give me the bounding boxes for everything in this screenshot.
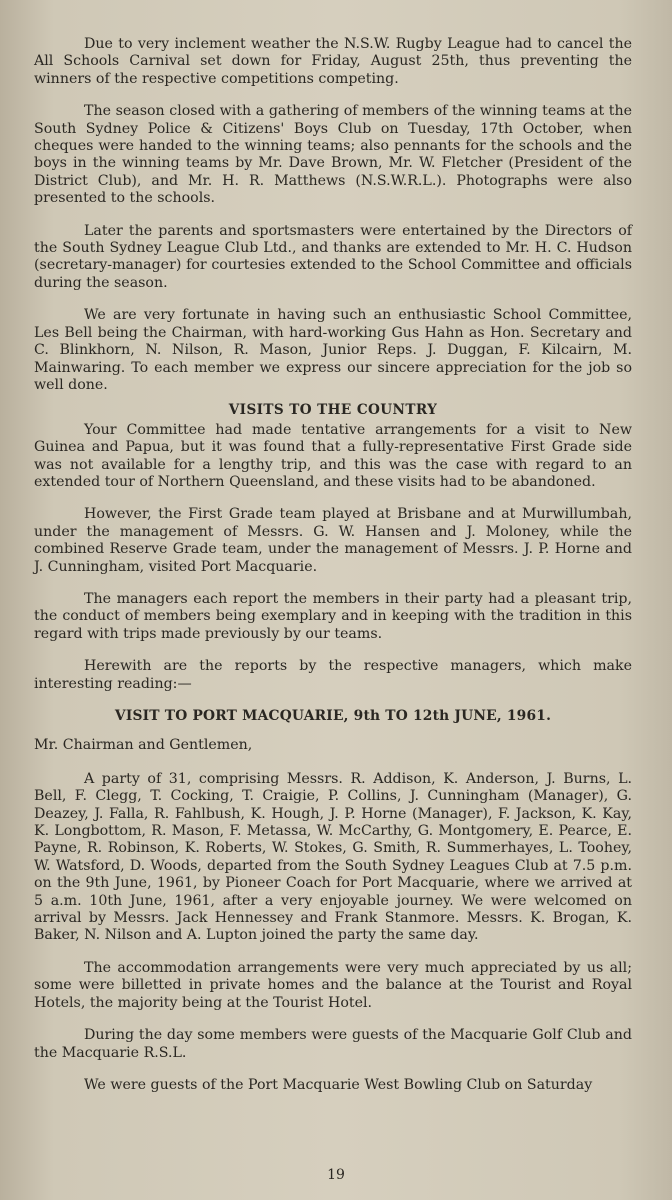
heading-visits-to-country: VISITS TO THE COUNTRY (228, 402, 438, 419)
paragraph-golf-club: During the day some members were guests of the Macquarie Golf Club and the Macquarie R.S.L. (34, 1027, 632, 1061)
paragraph-accommodation: The accommodation arrangements were very much appreciated by us all; some were billetted in private homes and the balance at the Tourist and Royal Hotels, the majority being at the Tourist Hotel. (34, 959, 632, 1011)
paragraph-first-grade-brisbane: However, the First Grade team played at Brisbane and at Murwillumbah, under the management of Messrs. G. W. Hansen and J. Moloney, while the combined Reserve Grade team, under the management of Messrs. J. P. Horne and J. Cunningham, visited Port Macquarie. (34, 506, 632, 575)
paragraph-parents-entertained: Later the parents and sportsmasters were entertained by the Directors of the South Sydney League Club Ltd., and thanks are extended to Mr. H. C. Hudson (secretary-manager) for courtesies extended to the School Committee and officials during the season. (34, 222, 632, 291)
salutation: Mr. Chairman and Gentlemen, (34, 737, 253, 754)
paragraph-herewith-reports: Herewith are the reports by the respective managers, which make interesting reading:— (34, 658, 632, 692)
heading-visit-port-macquarie: VISIT TO PORT MACQUARIE, 9th TO 12th JUNE, 1961. (114, 708, 552, 724)
paragraph-tentative-arrangements: Your Committee had made tentative arrangements for a visit to New Guinea and Papua, but it was found that a fully-representative First Grade side was not available for a lengthy trip, and this was the case with regard to an extended tour of Northern Queensland, and these visits had to be abandoned. (34, 421, 632, 490)
paragraph-bowling-club: We were guests of the Port Macquarie West Bowling Club on Saturday (84, 1076, 593, 1093)
paragraph-party-of-31: A party of 31, comprising Messrs. R. Addison, K. Anderson, J. Burns, L. Bell, F. Clegg, T. Cocking, T. Craigie, P. Collins, J. Cunningham (Manager), G. Deazey, J. Falla, R. Fahlbush, K. Hough, J. P. Horne (Manager), F. Jackson, K. Kay, K. Longbottom, R. Mason, F. Metassa, W. McCarthy, G. Montgomery, E. Pearce, E. Payne, R. Robinson, K. Roberts, W. Stokes, G. Smith, R. Summerhayes, L. Toohey, W. Watsford, D. Woods, departed from the South Sydney Leagues Club at 7.5 p.m. on the 9th June, 1961, by Pioneer Coach for Port Macquarie, where we arrived at 5 a.m. 10th June, 1961, after a very enjoyable journey. We were welcomed on arrival by Messrs. Jack Hennessey and Frank Stanmore. Messrs. K. Brogan, K. Baker, N. Nilson and A. Lupton joined the party the same day. (34, 770, 632, 944)
paragraph-season-closed: The season closed with a gathering of members of the winning teams at the South Sydney Police & Citizens' Boys Club on Tuesday, 17th October, when cheques were handed to the winning teams; also pennants for the schools and the boys in the winning teams by Mr. Dave Brown, Mr. W. Fletcher (President of the District Club), and Mr. H. R. Matthews (N.S.W.R.L.). Photographs were also presented to the schools. (34, 103, 632, 207)
paragraph-carnival-cancelled: Due to very inclement weather the N.S.W. Rugby League had to cancel the All Schools Carnival set down for Friday, August 25th, thus preventing the winners of the respective competitions competing. (34, 36, 632, 87)
paragraph-school-committee: We are very fortunate in having such an enthusiastic School Committee, Les Bell being the Chairman, with hard-working Gus Hahn as Hon. Secretary and C. Blinkhorn, N. Nilson, R. Mason, Junior Reps. J. Duggan, F. Kilcairn, M. Mainwaring. To each member we express our sincere appreciation for the job so well done. (34, 307, 632, 393)
page-number: 19 (327, 1167, 345, 1183)
paragraph-managers-report: The managers each report the members in their party had a pleasant trip, the conduct of members being exemplary and in keeping with the tradition in this regard with trips made previously by our teams. (34, 590, 632, 642)
